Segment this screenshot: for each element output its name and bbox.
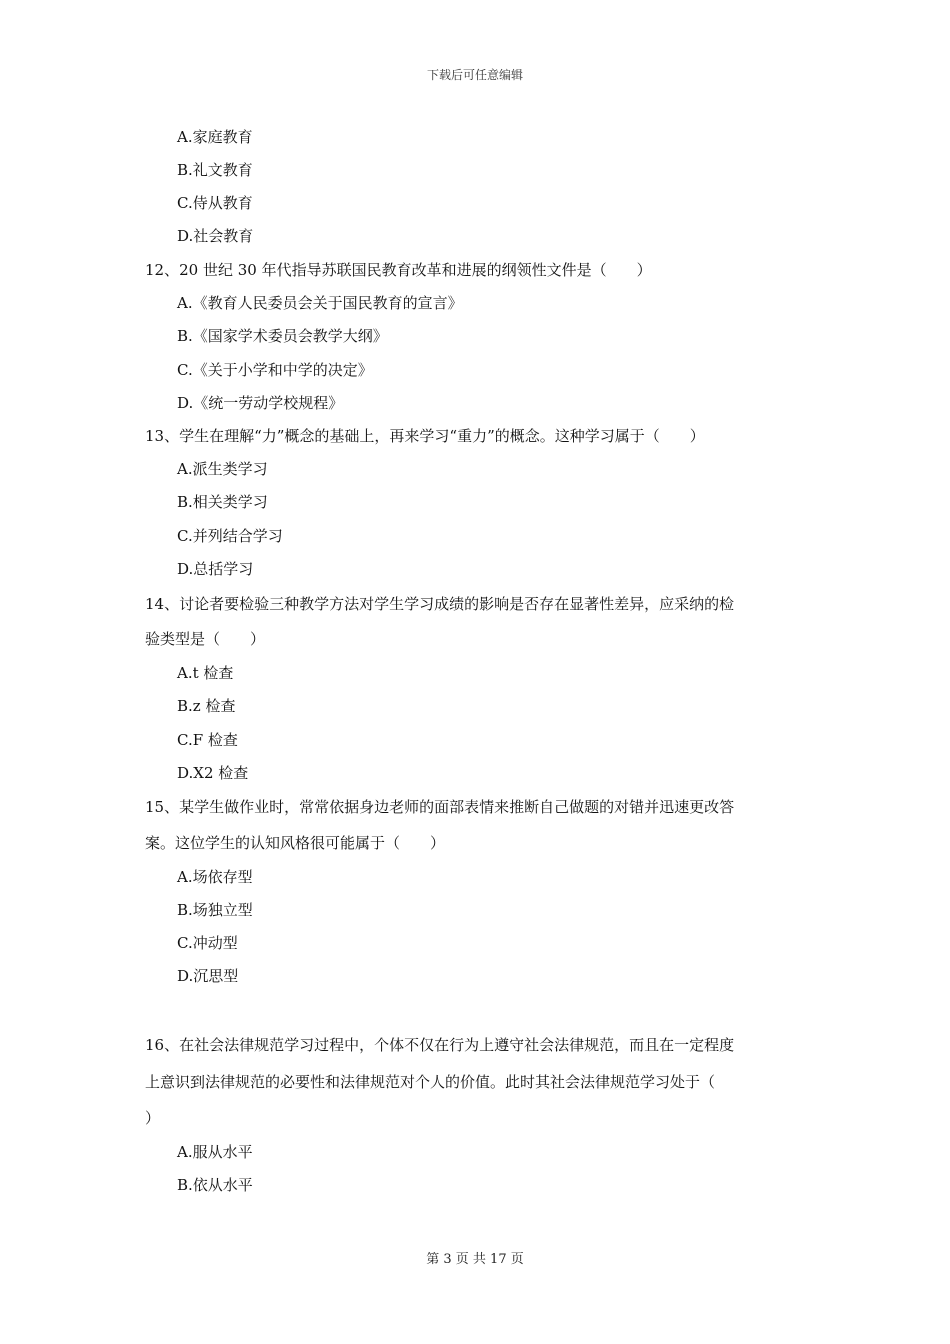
question-15-line-1: 15、某学生做作业时，常常依据身边老师的面部表情来推断自己做题的对错并迅速更改答 xyxy=(145,798,735,816)
option-14-b: B.z 检查 xyxy=(177,697,236,715)
option-15-d: D.沉思型 xyxy=(177,967,239,985)
option-16-a: A.服从水平 xyxy=(177,1143,253,1161)
question-16-line-2: 上意识到法律规范的必要性和法律规范对个人的价值。此时其社会法律规范学习处于（ xyxy=(145,1073,716,1091)
option-14-c: C.F 检查 xyxy=(177,731,238,749)
option-11-d: D.社会教育 xyxy=(177,227,254,245)
page-header: 下载后可任意编辑 xyxy=(426,68,523,82)
option-12-c: C.《关于小学和中学的决定》 xyxy=(177,361,373,379)
question-16-line-1: 16、在社会法律规范学习过程中，个体不仅在行为上遵守社会法律规范，而且在一定程度 xyxy=(145,1036,735,1054)
option-13-d: D.总括学习 xyxy=(177,560,254,578)
option-16-b: B.依从水平 xyxy=(177,1176,253,1194)
option-15-b: B.场独立型 xyxy=(177,901,253,919)
question-14-line-2: 验类型是（ ） xyxy=(145,630,266,648)
option-12-a: A.《教育人民委员会关于国民教育的宣言》 xyxy=(177,294,463,312)
question-12: 12、20 世纪 30 年代指导苏联国民教育改革和进展的纲领性文件是（ ） xyxy=(145,261,652,279)
option-15-c: C.冲动型 xyxy=(177,934,238,952)
option-14-d: D.X2 检查 xyxy=(177,764,249,782)
question-13: 13、学生在理解“力”概念的基础上，再来学习“重力”的概念。这种学习属于（ ） xyxy=(145,427,705,445)
option-11-c: C.侍从教育 xyxy=(177,194,253,212)
question-16-line-3: ） xyxy=(145,1109,161,1127)
option-15-a: A.场依存型 xyxy=(177,868,253,886)
option-14-a: A.t 检查 xyxy=(177,664,234,682)
option-11-b: B.礼文教育 xyxy=(177,161,253,179)
option-13-c: C.并列结合学习 xyxy=(177,527,283,545)
option-12-d: D.《统一劳动学校规程》 xyxy=(177,394,344,412)
option-13-a: A.派生类学习 xyxy=(177,460,268,478)
option-11-a: A.家庭教育 xyxy=(177,128,253,146)
question-14-line-1: 14、讨论者要检验三种教学方法对学生学习成绩的影响是否存在显著性差异，应采纳的检 xyxy=(145,595,735,613)
question-15-line-2: 案。这位学生的认知风格很可能属于（ ） xyxy=(145,834,446,852)
option-13-b: B.相关类学习 xyxy=(177,493,268,511)
option-12-b: B.《国家学术委员会教学大纲》 xyxy=(177,327,388,345)
page-footer: 第 3 页 共 17 页 xyxy=(426,1252,524,1267)
